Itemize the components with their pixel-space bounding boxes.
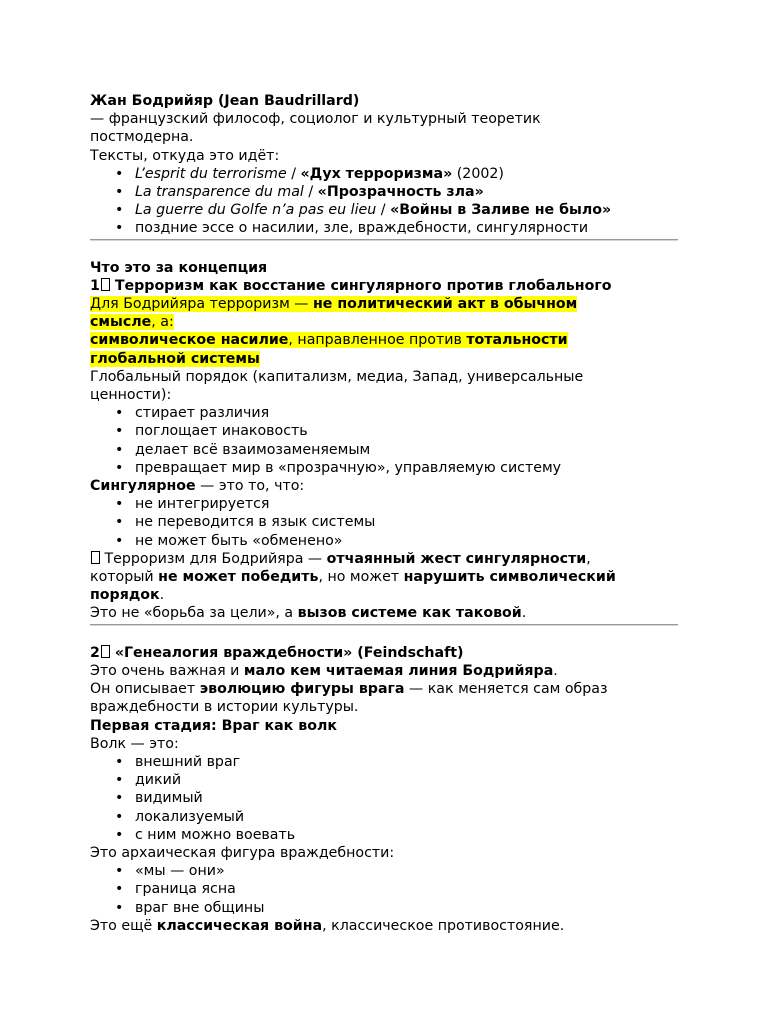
sources-label: Тексты, откуда это идёт:	[90, 147, 280, 164]
section-2-intro-cont: враждебности в истории культуры.	[90, 699, 359, 716]
list-item: • стирает различия	[135, 404, 682, 422]
list-item: • L’esprit du terrorisme / «Дух терроризма» (2002)	[135, 165, 682, 183]
list-item: • с ним можно воевать	[135, 826, 682, 844]
missing-glyph-icon	[91, 551, 100, 564]
sources-list	[90, 165, 682, 238]
archaic-list	[90, 862, 682, 917]
section-2-intro: Это очень важная и мало кем читаемая линия Бодрийяра.	[90, 662, 558, 679]
list-item: • внешний враг	[135, 753, 682, 771]
highlighted-definition: Для Бодрийяра терроризм — не политический акт в обычном	[90, 296, 578, 313]
list-item: • видимый	[135, 789, 682, 807]
list-item: • локализуемый	[135, 808, 682, 826]
highlighted-definition-cont: символическое насилие, направленное против тотальности	[90, 332, 568, 349]
global-order-list	[90, 404, 682, 477]
singular-list	[90, 495, 682, 550]
list-item: • делает всё взаимозаменяемым	[135, 441, 682, 459]
document-page	[90, 92, 682, 935]
section-1-title: 1 Терроризм как восстание сингулярного против глобального	[90, 277, 612, 294]
list-item: • La transparence du mal / «Прозрачность зла»	[135, 183, 682, 201]
conclusion-text-cont: порядок.	[90, 587, 165, 604]
singular-definition: Сингулярное — это то, что:	[90, 478, 305, 495]
list-item: • не переводится в язык системы	[135, 513, 682, 531]
list-item: • La guerre du Golfe n’a pas eu lieu / «Войны в Заливе не было»	[135, 201, 682, 219]
archaic-label: Это архаическая фигура враждебности:	[90, 844, 395, 861]
section-2-intro-cont: Он описывает эволюцию фигуры врага — как меняется сам образ	[90, 681, 608, 698]
highlighted-definition-cont: глобальной системы	[90, 350, 260, 367]
classic-war-text: Это ещё классическая война, классическое противостояние.	[90, 917, 565, 934]
section-2-title: 2 «Генеалогия враждебности» (Feindschaft)	[90, 644, 464, 661]
list-item: • граница ясна	[135, 880, 682, 898]
list-item: • превращает мир в «прозрачную», управляемую систему	[135, 459, 682, 477]
list-item: • не может быть «обменено»	[135, 532, 682, 550]
author-description: — французский философ, социолог и культурный теоретик	[90, 111, 541, 128]
list-item: • поглощает инаковость	[135, 422, 682, 440]
conclusion-text: Терроризм для Бодрийяра — отчаянный жест сингулярности,	[90, 550, 682, 568]
section-heading: Что это за концепция	[90, 259, 268, 276]
conclusion-text-cont: который не может победить, но может нарушить символический	[90, 569, 616, 586]
list-item: • дикий	[135, 771, 682, 789]
highlighted-definition-cont: смысле, а:	[90, 314, 174, 331]
conclusion-text-cont: Это не «борьба за цели», а вызов системе как таковой.	[90, 605, 527, 622]
list-item: • не интегрируется	[135, 495, 682, 513]
spacer	[90, 241, 682, 259]
missing-glyph-icon	[101, 645, 110, 658]
list-item: • враг вне общины	[135, 899, 682, 917]
author-description-cont: постмодерна.	[90, 129, 194, 146]
stage-heading: Первая стадия: Враг как волк	[90, 717, 337, 734]
wolf-list	[90, 753, 682, 844]
missing-glyph-icon	[101, 278, 110, 291]
document-title: Жан Бодрийяр (Jean Baudrillard)	[90, 93, 360, 109]
wolf-label: Волк — это:	[90, 735, 179, 752]
spacer	[90, 626, 682, 644]
global-order-text-cont: ценности):	[90, 387, 172, 404]
list-item: • «мы — они»	[135, 862, 682, 880]
global-order-text: Глобальный порядок (капитализм, медиа, Запад, универсальные	[90, 368, 584, 385]
list-item: • поздние эссе о насилии, зле, враждебности, сингулярности	[135, 219, 682, 237]
